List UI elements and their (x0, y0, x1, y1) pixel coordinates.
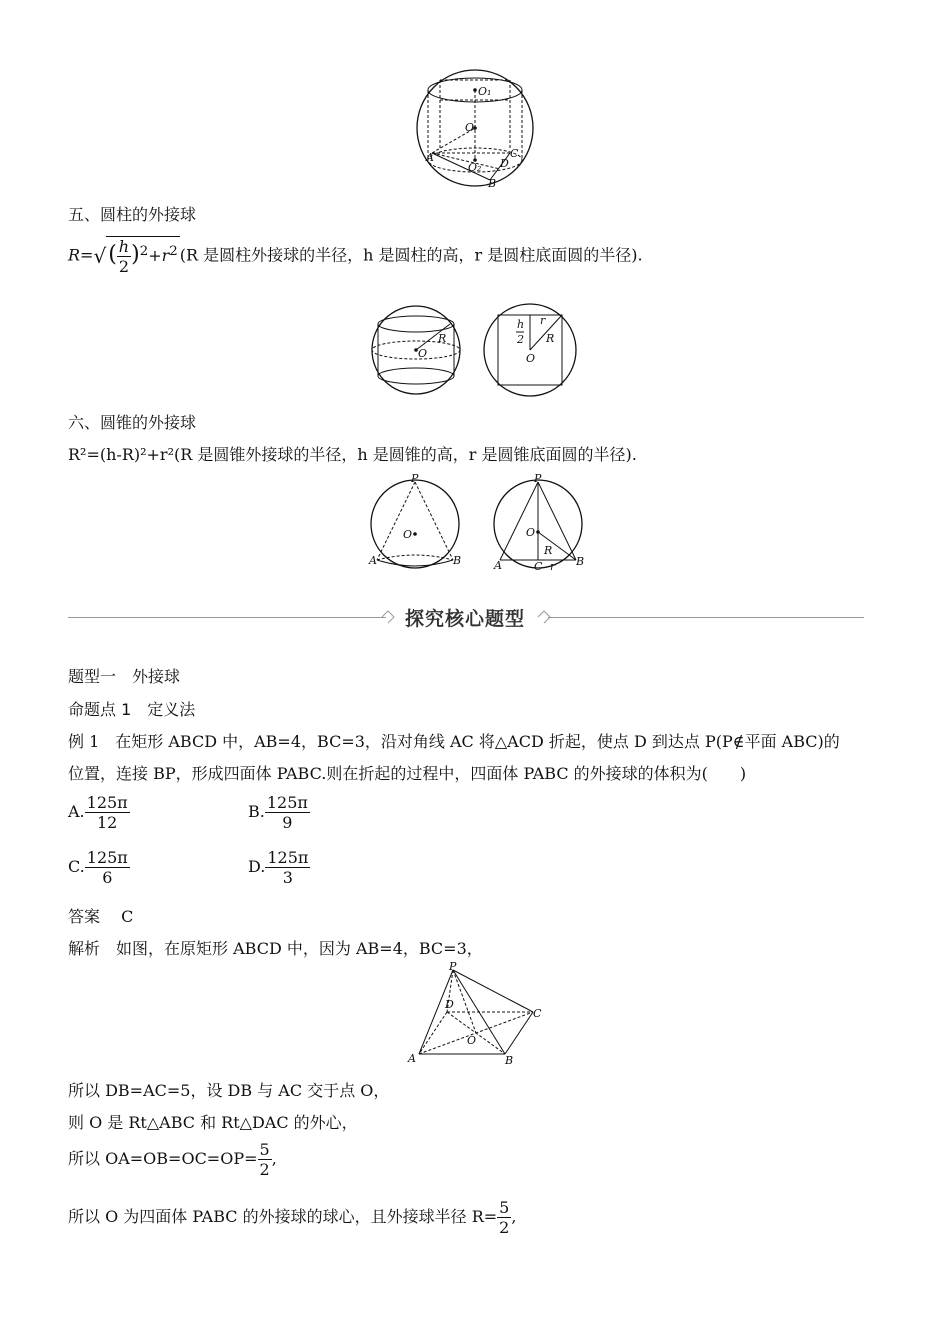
formula-prefix: R= (68, 245, 94, 265)
cone-section-figure (488, 472, 588, 576)
cylinder-formula: R=√( $\frac{h}{2}$ )$^2+r^2$ (R 是圆柱外接球的半径，h 是圆柱的高，r 是圆柱底面圆的半径). (68, 237, 643, 277)
fig-label: D (500, 157, 509, 170)
option-den: 12 (96, 813, 118, 833)
banner-arrow-icon (380, 610, 398, 624)
fig-label: O (418, 347, 428, 360)
option-d (248, 848, 310, 887)
fig-label: O (465, 121, 475, 134)
answer-label: 答案 (68, 907, 101, 926)
option-num: 125π (266, 793, 308, 812)
option-num: 125π (267, 848, 309, 867)
analysis-line: 则 O 是 Rt△ABC 和 Rt△DAC 的外心， (68, 1113, 358, 1132)
option-den: 9 (282, 813, 293, 833)
banner-title: 探究核心题型 (405, 608, 526, 630)
cone-sphere-3d-figure (365, 472, 465, 572)
analysis-line (68, 1198, 516, 1237)
answer-value: C (121, 907, 134, 926)
fig-label: O₁ (478, 85, 492, 98)
fig-label: 2 (517, 333, 524, 346)
fig-label: R (544, 544, 553, 557)
fig-label: O (526, 526, 536, 539)
fig-label: O₂ (468, 161, 482, 174)
formula-exp: 2 (139, 243, 149, 259)
formula-h: h (118, 237, 130, 256)
option-c (68, 848, 130, 887)
option-den: 3 (282, 868, 293, 888)
option-label: A. (68, 802, 85, 822)
fig-label: D (445, 998, 454, 1011)
example-line: 例 1 在矩形 ABCD 中，AB=4，BC=3，沿对角线 AC 将△ACD 折起，使点 D 到达点 P(P∉平面 ABC)的 (68, 732, 840, 751)
option-num: 125π (86, 848, 128, 867)
option-a (68, 793, 130, 832)
fig-label: B (505, 1054, 514, 1067)
fig-label: P (449, 962, 457, 973)
analysis-line: 所以 DB=AC=5，设 DB 与 AC 交于点 O， (68, 1081, 390, 1100)
option-label: D. (248, 857, 266, 877)
fig-label: O (403, 528, 413, 541)
cylinder-sphere-3d-figure (368, 302, 464, 398)
point-title: 命题点 1 定义法 (68, 700, 196, 719)
fig-label: A (408, 1052, 416, 1065)
cylinder-section-figure (480, 302, 580, 398)
option-den: 6 (102, 868, 113, 888)
section-title: 六、圆锥的外接球 (68, 413, 197, 432)
section-title: 五、圆柱的外接球 (68, 205, 197, 224)
fig-label: r (540, 314, 546, 327)
fig-label: B (453, 554, 462, 567)
analysis-line (68, 1140, 277, 1179)
example-line: 位置，连接 BP，形成四面体 PABC.则在折起的过程中，四面体 PABC 的外接球的体积为( ) (68, 764, 747, 783)
analysis-line (68, 936, 483, 959)
analysis-text: 所以 OA=OB=OC=OP= (68, 1149, 258, 1169)
banner-rule-right (548, 617, 864, 618)
frac-num: 5 (499, 1198, 510, 1217)
analysis-text: 如图，在原矩形 ABCD 中，因为 AB=4，BC=3， (116, 939, 483, 958)
fig-label: h (517, 318, 525, 331)
formula-2: 2 (118, 257, 130, 277)
fig-label: C (534, 560, 543, 573)
fig-label: R (438, 332, 447, 345)
fig-label: P (534, 472, 542, 485)
cylinder-sphere-figure (410, 65, 540, 190)
fig-label: A (426, 151, 434, 164)
frac-den: 2 (259, 1160, 270, 1180)
fig-label: A (369, 554, 377, 567)
frac-den: 2 (499, 1218, 510, 1238)
formula-plus: +r (148, 246, 170, 266)
option-label: B. (248, 802, 265, 822)
fig-label: r (550, 560, 556, 573)
punct: , (271, 1149, 277, 1169)
fig-label: P (411, 472, 419, 485)
option-label: C. (68, 857, 85, 877)
option-b (248, 793, 310, 832)
fig-label: B (576, 555, 585, 568)
analysis-label: 解析 (68, 939, 101, 958)
fig-label: C (533, 1007, 542, 1020)
fig-label: A (494, 559, 502, 572)
frac-num: 5 (259, 1140, 270, 1159)
cone-formula: R²=(h-R)²+r²(R 是圆锥外接球的半径，h 是圆锥的高，r 是圆锥底面圆的半径). (68, 445, 637, 464)
type-title: 题型一 外接球 (68, 667, 181, 686)
formula-desc: (R 是圆柱外接球的半径，h 是圆柱的高，r 是圆柱底面圆的半径). (179, 245, 643, 265)
tetrahedron-figure (405, 962, 550, 1070)
fig-label: O (526, 352, 536, 365)
fig-label: C (510, 147, 519, 160)
fig-label: O (467, 1034, 477, 1047)
banner-rule-left (68, 617, 386, 618)
option-num: 125π (86, 793, 128, 812)
analysis-text: 所以 O 为四面体 PABC 的外接球的球心，且外接球半径 R= (68, 1207, 498, 1227)
punct: , (511, 1207, 517, 1227)
fig-label: R (546, 332, 555, 345)
answer-line (68, 904, 133, 927)
fig-label: B (488, 177, 497, 190)
